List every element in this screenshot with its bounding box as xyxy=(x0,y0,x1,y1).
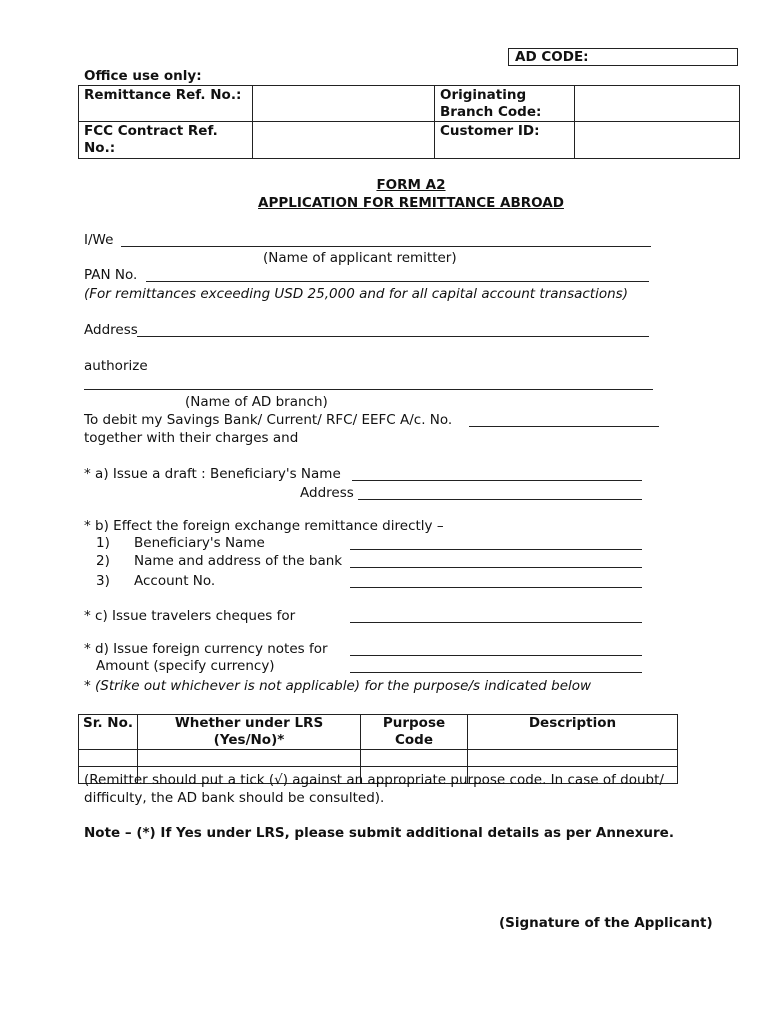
col-header-sr-no: Sr. No. xyxy=(79,715,138,750)
table-row xyxy=(79,750,678,767)
form-subtitle: APPLICATION FOR REMITTANCE ABROAD xyxy=(258,195,564,211)
currency-notes-field[interactable] xyxy=(350,655,642,656)
option-a-label: * a) Issue a draft : Beneficiary's Name xyxy=(84,466,341,482)
table-header-row xyxy=(79,715,678,750)
debit-label: To debit my Savings Bank/ Current/ RFC/ EEFC A/c. No. xyxy=(84,412,453,428)
authorize-label: authorize xyxy=(84,358,148,374)
col-header-lrs: Whether under LRS (Yes/No)* xyxy=(138,715,361,750)
amount-label: Amount (specify currency) xyxy=(96,658,275,674)
tick-note-line2: difficulty, the AD bank should be consulted). xyxy=(84,790,385,806)
tick-note-line1: (Remitter should put a tick (√) against an appropriate purpose code. In case of doubt/ xyxy=(84,772,664,788)
option-b-item-num: 2) xyxy=(96,553,110,569)
option-c-label: * c) Issue travelers cheques for xyxy=(84,608,296,624)
bank-name-address-label: Name and address of the bank xyxy=(134,553,343,569)
remittance-ref-field[interactable] xyxy=(253,86,435,122)
draft-address-field[interactable] xyxy=(358,499,642,500)
ad-code-label: AD CODE: xyxy=(515,49,589,65)
lrs-note: Note – (*) If Yes under LRS, please submit additional details as per Annexure. xyxy=(84,825,674,841)
pan-label: PAN No. xyxy=(84,267,138,283)
customer-id-field[interactable] xyxy=(575,122,740,159)
col-header-description: Description xyxy=(468,715,678,750)
originating-branch-field[interactable] xyxy=(575,86,740,122)
originating-branch-label: Originating Branch Code: xyxy=(435,86,575,122)
col-header-purpose-code: Purpose Code xyxy=(361,715,468,750)
iwe-label: I/We xyxy=(84,232,114,248)
ad-branch-field[interactable] xyxy=(84,389,653,390)
fcc-contract-ref-label: FCC Contract Ref. No.: xyxy=(79,122,253,159)
option-b-item-num: 3) xyxy=(96,573,110,589)
option-a-address-label: Address xyxy=(300,485,354,501)
purpose-code-cell[interactable] xyxy=(361,750,468,767)
bank-name-address-field[interactable] xyxy=(350,567,642,568)
pan-note: (For remittances exceeding USD 25,000 and for all capital account transactions) xyxy=(84,286,628,302)
office-use-label: Office use only: xyxy=(84,68,202,84)
applicant-name-caption: (Name of applicant remitter) xyxy=(263,250,457,266)
form-title: FORM A2 xyxy=(376,177,446,193)
option-b-label: * b) Effect the foreign exchange remittance directly – xyxy=(84,518,444,534)
amount-field[interactable] xyxy=(350,672,642,673)
sr-no-cell[interactable] xyxy=(79,750,138,767)
signature-caption: (Signature of the Applicant) xyxy=(499,915,713,931)
option-d-label: * d) Issue foreign currency notes for xyxy=(84,641,328,657)
account-number-field[interactable] xyxy=(469,426,659,427)
account-no-label: Account No. xyxy=(134,573,216,589)
charges-label: together with their charges and xyxy=(84,430,299,446)
fcc-contract-ref-field[interactable] xyxy=(253,122,435,159)
pan-field[interactable] xyxy=(146,281,649,282)
applicant-name-field[interactable] xyxy=(121,246,651,247)
address-label: Address xyxy=(84,322,138,338)
customer-id-label: Customer ID: xyxy=(435,122,575,159)
strike-note: * (Strike out whichever is not applicable) for the purpose/s indicated below xyxy=(84,678,592,694)
option-b-item-num: 1) xyxy=(96,535,110,551)
account-no-field[interactable] xyxy=(350,587,642,588)
office-use-table xyxy=(78,85,740,159)
travelers-cheques-field[interactable] xyxy=(350,622,642,623)
ad-code-box[interactable] xyxy=(508,48,738,66)
remittance-ref-label: Remittance Ref. No.: xyxy=(79,86,253,122)
beneficiary-name-label: Beneficiary's Name xyxy=(134,535,265,551)
ad-branch-caption: (Name of AD branch) xyxy=(185,394,328,410)
address-field[interactable] xyxy=(137,336,649,337)
draft-beneficiary-field[interactable] xyxy=(352,480,642,481)
lrs-cell[interactable] xyxy=(138,750,361,767)
description-cell[interactable] xyxy=(468,750,678,767)
beneficiary-name-field[interactable] xyxy=(350,549,642,550)
